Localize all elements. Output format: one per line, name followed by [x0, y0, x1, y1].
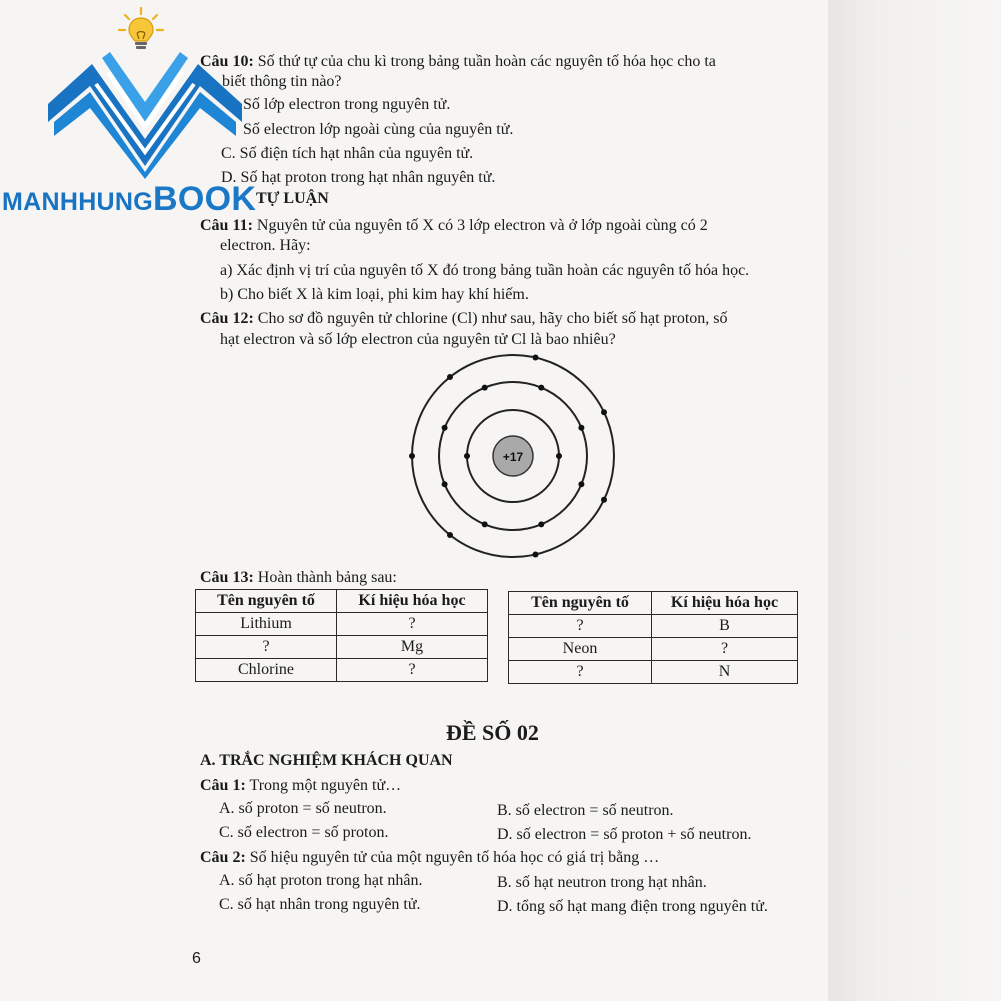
table-right — [508, 591, 798, 684]
q13-line: Câu 13: Hoàn thành bảng sau: — [200, 569, 397, 586]
electron — [447, 374, 453, 380]
page-number: 6 — [192, 950, 201, 967]
e2-q2-option-b: B. số hạt neutron trong hạt nhân. — [497, 874, 707, 891]
table-cell: ? — [337, 659, 488, 682]
q11-part-a: a) Xác định vị trí của nguyên tố X đó trong bảng tuần hoàn các nguyên tố hóa học. — [220, 262, 750, 279]
q12-line-1: Câu 12: Cho sơ đồ nguyên tử chlorine (Cl) như sau, hãy cho biết số hạt proton, số — [200, 310, 728, 327]
electron — [482, 521, 488, 527]
electron — [538, 521, 544, 527]
electron — [538, 385, 544, 391]
table-left-header-name: Tên nguyên tố — [196, 590, 337, 613]
q12-line-2: hạt electron và số lớp electron của nguyên tử Cl là bao nhiêu? — [220, 331, 616, 348]
table-right-header-symbol: Kí hiệu hóa học — [652, 592, 798, 615]
q10-option-d: D. Số hạt proton trong hạt nhân nguyên tử. — [221, 169, 496, 186]
q10-line-1: Câu 10: Số thứ tự của chu kì trong bảng tuần hoàn các nguyên tố hóa học cho ta — [200, 53, 716, 70]
section-a-heading: A. TRẮC NGHIỆM KHÁCH QUAN — [200, 752, 453, 769]
electron — [442, 481, 448, 487]
electron — [533, 552, 539, 558]
electron — [578, 481, 584, 487]
q11-line-1: Câu 11: Nguyên tử của nguyên tố X có 3 lớp electron và ở lớp ngoài cùng có 2 — [200, 217, 708, 234]
table-row — [509, 661, 798, 684]
e2-q1-line: Câu 1: Trong một nguyên tử… — [200, 777, 402, 794]
electron — [578, 425, 584, 431]
table-row — [196, 659, 488, 682]
table-left-header-symbol: Kí hiệu hóa học — [337, 590, 488, 613]
q10-option-b: Số electron lớp ngoài cùng của nguyên tử. — [243, 121, 514, 138]
q10-option-a: Số lớp electron trong nguyên tử. — [243, 96, 451, 113]
brand-name: MANHHUNGBOOK — [2, 180, 257, 218]
e2-q2-line: Câu 2: Số hiệu nguyên tử của một nguyên tố hóa học có giá trị bằng … — [200, 849, 660, 866]
electron — [601, 409, 607, 415]
exam-title: ĐỀ SỐ 02 — [446, 720, 539, 745]
table-cell: N — [652, 661, 798, 684]
e2-q2-option-d: D. tổng số hạt mang điện trong nguyên tử. — [497, 898, 768, 915]
e2-q1-option-b: B. số electron = số neutron. — [497, 802, 674, 819]
table-left — [195, 589, 488, 682]
table-cell: ? — [196, 636, 337, 659]
table-cell: Mg — [337, 636, 488, 659]
q11-part-b: b) Cho biết X là kim loại, phi kim hay khí hiếm. — [220, 286, 529, 303]
table-row — [509, 615, 798, 638]
table-row — [196, 636, 488, 659]
nucleus-label: +17 — [502, 450, 524, 464]
table-cell: Lithium — [196, 613, 337, 636]
electron — [447, 532, 453, 538]
table-cell: ? — [337, 613, 488, 636]
chlorine-atom-diagram — [400, 346, 630, 576]
page-edge-shadow — [828, 0, 1001, 1001]
electron — [442, 425, 448, 431]
section-b-heading: TỰ LUẬN — [256, 190, 329, 207]
table-cell: ? — [509, 615, 652, 638]
electron — [409, 453, 415, 459]
electron — [482, 385, 488, 391]
e2-q1-option-a: A. số proton = số neutron. — [219, 800, 387, 817]
q11-line-2: electron. Hãy: — [220, 237, 311, 254]
table-cell: B — [652, 615, 798, 638]
e2-q2-option-c: C. số hạt nhân trong nguyên tử. — [219, 896, 421, 913]
table-cell: ? — [509, 661, 652, 684]
e2-q1-option-c: C. số electron = số proton. — [219, 824, 389, 841]
electron — [601, 497, 607, 503]
table-cell: ? — [652, 638, 798, 661]
electron — [533, 355, 539, 361]
table-row — [196, 613, 488, 636]
q10-option-c: C. Số điện tích hạt nhân của nguyên tử. — [221, 145, 474, 162]
e2-q2-option-a: A. số hạt proton trong hạt nhân. — [219, 872, 423, 889]
table-cell: Chlorine — [196, 659, 337, 682]
table-right-header-name: Tên nguyên tố — [509, 592, 652, 615]
e2-q1-option-d: D. số electron = số proton + số neutron. — [497, 826, 752, 843]
electron — [556, 453, 562, 459]
electron — [464, 453, 470, 459]
table-row — [509, 638, 798, 661]
table-cell: Neon — [509, 638, 652, 661]
q10-line-2: biết thông tin nào? — [222, 73, 342, 90]
